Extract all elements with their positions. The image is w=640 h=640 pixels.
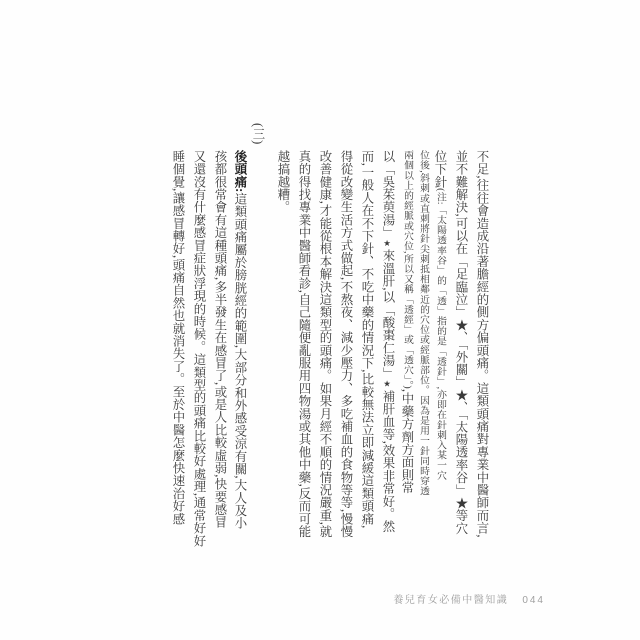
text-column-5 (398, 150, 416, 574)
text-segment: 得從改變生活方式做起,不熬夜、減少壓力、多吃補血的食物等等,慢慢 (339, 150, 353, 538)
text-segment: 並不難解決,可以在「足臨泣」★、「外關」★、「太陽透率谷」★等穴 (454, 150, 468, 535)
text-segment: 補肝血等,效果非常好。然 (381, 389, 395, 534)
text-segment: ,中藥方劑方面則常 (400, 388, 414, 494)
text-column-3 (430, 150, 450, 574)
text-column-8 (335, 150, 356, 574)
text-column-11 (272, 150, 293, 574)
text-segment: (三) (251, 123, 265, 145)
text-segment: 後頭痛: (233, 150, 247, 193)
text-column-1 (471, 150, 492, 574)
star-marker-icon: ★ (383, 238, 393, 250)
text-segment: 兩個以上的經脈或穴位,所以又稱「透經」或「透穴」。) (402, 150, 413, 389)
star-marker-icon: ★ (383, 379, 393, 390)
text-segment: 越搞越糟。 (276, 150, 290, 214)
text-segment: 真的得找專業中醫師看診,自己隨便亂服用四物湯或其他中藥,反而可能 (297, 150, 311, 538)
text-column-2 (450, 150, 471, 574)
text-segment: 位後,斜刺或直刺將針尖刺抵相鄰近的穴位或經脈部位。因為是用一針同時穿透 (418, 150, 429, 497)
text-segment: 這類頭痛屬於膀胱經的範圍,大部分和外感受涼有關,大人及小 (233, 192, 247, 530)
text-column-13 (230, 150, 250, 574)
text-column-6 (377, 150, 398, 574)
text-column-9 (314, 150, 335, 574)
text-segment: 睡個覺,讓感冒轉好,頭痛自然也就消失了。至於中醫怎麼快速治好感 (171, 150, 185, 526)
text-column-14 (209, 150, 230, 574)
text-column-4 (416, 150, 430, 574)
text-column-16 (167, 150, 188, 574)
text-segment: (注:「太陽透率谷」的「透」指的是「透針」,亦即在針刺入某一穴 (435, 188, 446, 481)
text-column-10 (293, 150, 314, 574)
text-segment: 而,一般人在不下針、不吃中藥的情況下,比較無法立即減緩這類頭痛, (360, 150, 374, 529)
text-segment: 不足,往往會造成沿著膽經的側方偏頭痛。這類頭痛對專業中醫師而言, (475, 150, 489, 538)
text-segment: 以「吳茱萸湯」 (381, 150, 395, 239)
text-segment: 孩都很常會有這種頭痛,多半發生在感冒了,或是人比較虛弱,快要感冒 (213, 150, 227, 529)
text-column-7 (356, 150, 377, 574)
text-segment: 位下針 (433, 150, 447, 189)
text-segment: 改善健康,才能從根本解決這類型的頭痛。如果月經不順的情況嚴重,就 (318, 150, 332, 538)
vertical-text-block (167, 123, 492, 574)
text-segment: 又還沒有什麼感冒症狀浮現的時候。這類型的頭痛比較好處理,通常好好 (192, 150, 206, 548)
text-column-15 (188, 150, 209, 574)
text-segment: 來溫肝,以「酸棗仁湯」 (381, 249, 395, 380)
book-title: 養兒育女必備中醫知識 (393, 595, 509, 606)
page-number: 044 (522, 595, 545, 606)
section-number (250, 123, 266, 574)
page-footer (393, 591, 545, 606)
